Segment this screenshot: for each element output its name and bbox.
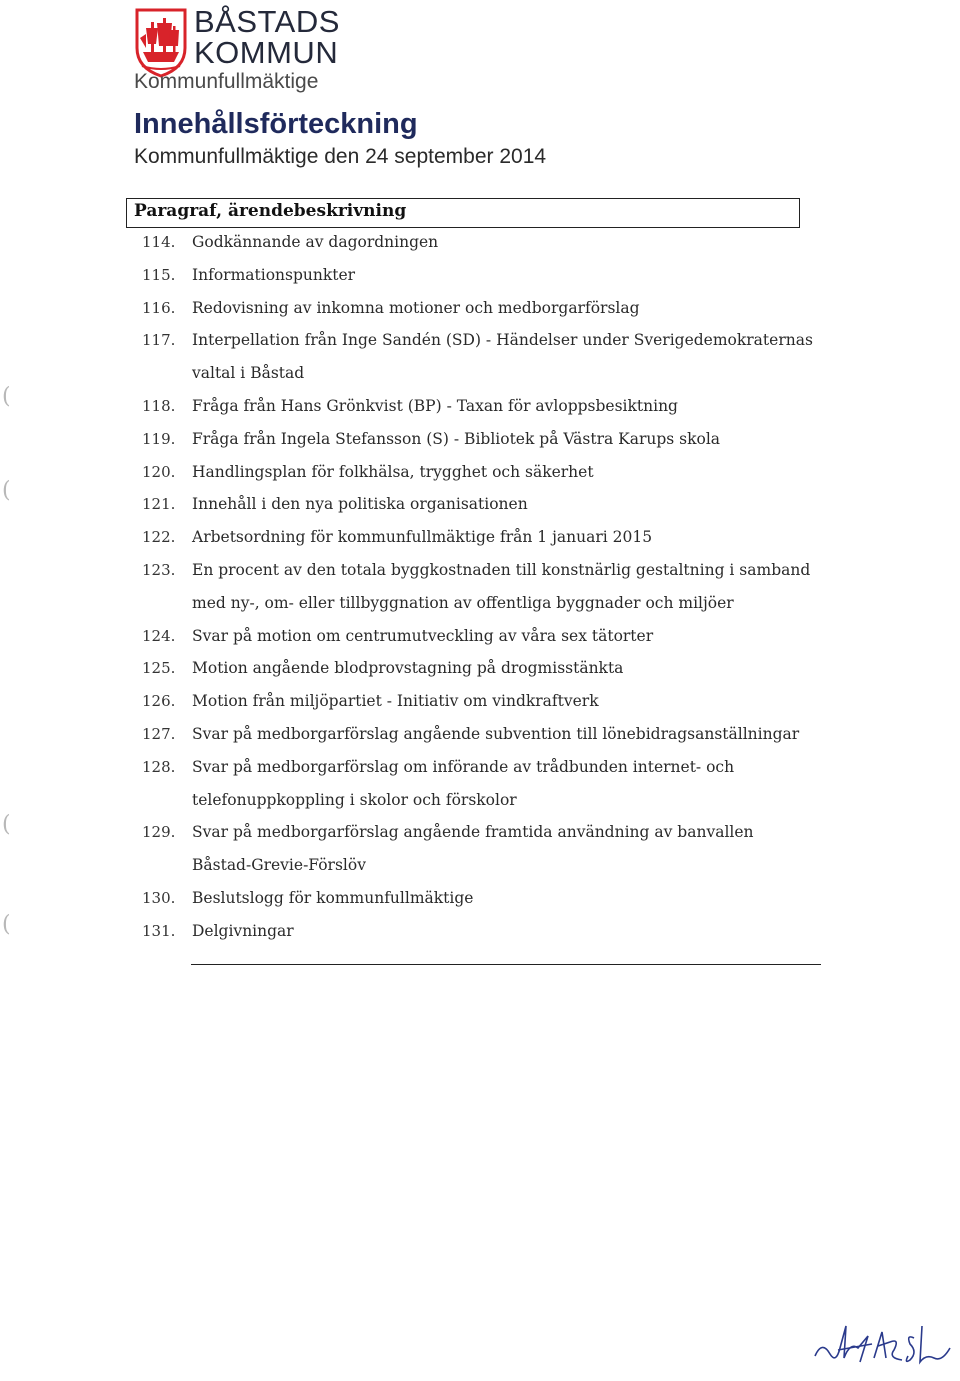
agenda-item-number: 131. <box>142 921 176 940</box>
agenda-item-text: Fråga från Ingela Stefansson (S) - Bibliotek på Västra Karups skola <box>192 429 721 448</box>
agenda-item-text: Motion från miljöpartiet - Initiativ om vindkraftverk <box>192 692 599 711</box>
handwritten-signature <box>810 1318 955 1373</box>
agenda-item-text: Innehåll i den nya politiska organisationen <box>192 495 528 514</box>
table-header <box>126 198 800 228</box>
agenda-item-number: 118. <box>142 397 176 415</box>
agenda-item-number: 128. <box>142 757 176 776</box>
agenda-item-text: med ny-, om- eller tillbyggnation av offentliga byggnader och miljöer <box>192 593 734 612</box>
agenda-item-text: valtal i Båstad <box>192 364 305 383</box>
end-divider <box>191 964 821 965</box>
agenda-item-number: 130. <box>142 889 176 907</box>
agenda-item-text: Interpellation från Inge Sandén (SD) - Händelser under Sverigedemokraternas <box>192 331 813 350</box>
agenda-item-number: 125. <box>142 659 176 678</box>
agenda-item-number: 126. <box>142 692 176 711</box>
agenda-item-number: 121. <box>142 495 176 514</box>
agenda-item-number: 123. <box>142 561 176 579</box>
punch-hole-mark: ( <box>2 384 11 409</box>
agenda-item-text: Informationspunkter <box>192 265 356 284</box>
table-header-label: Paragraf, ärendebeskrivning <box>134 201 407 221</box>
agenda-item-number: 127. <box>142 725 176 743</box>
agenda-item-text: Godkännande av dagordningen <box>192 233 439 251</box>
agenda-item-number: 117. <box>142 331 176 350</box>
agenda-item-text: telefonuppkoppling i skolor och förskolor <box>192 790 517 809</box>
agenda-item-text: Svar på medborgarförslag angående framtida användning av banvallen <box>192 823 754 842</box>
org-name-line2: KOMMUN <box>194 35 339 70</box>
agenda-item-text: Motion angående blodprovstagning på drogmisstänkta <box>192 659 624 678</box>
agenda-item-text: En procent av den totala byggkostnaden till konstnärlig gestaltning i samband <box>192 561 811 579</box>
agenda-item-text: Handlingsplan för folkhälsa, trygghet och säkerhet <box>192 462 594 481</box>
punch-hole-mark: ( <box>2 812 11 837</box>
agenda-item-number: 115. <box>142 265 176 284</box>
agenda-item-number: 116. <box>142 298 176 317</box>
agenda-item-number: 120. <box>142 462 176 481</box>
page-title: Innehållsförteckning <box>134 108 418 140</box>
punch-hole-mark: ( <box>2 912 11 937</box>
agenda-item-number: 124. <box>142 626 176 645</box>
punch-hole-mark: ( <box>2 478 11 503</box>
agenda-item-text: Fråga från Hans Grönkvist (BP) - Taxan för avloppsbesiktning <box>192 397 678 415</box>
org-subtitle: Kommunfullmäktige <box>134 70 319 93</box>
agenda-item-text: Delgivningar <box>192 921 294 940</box>
agenda-item-text: Båstad-Grevie-Förslöv <box>192 856 366 875</box>
org-name-line1: BÅSTADS <box>194 4 340 39</box>
agenda-item-text: Svar på medborgarförslag angående subvention till lönebidragsanställningar <box>192 725 800 743</box>
agenda-item-text: Svar på medborgarförslag om införande av trådbunden internet- och <box>192 757 735 776</box>
page-subtitle: Kommunfullmäktige den 24 september 2014 <box>134 145 547 168</box>
agenda-item-text: Redovisning av inkomna motioner och medborgarförslag <box>192 298 640 317</box>
agenda-item-text: Arbetsordning för kommunfullmäktige från 1 januari 2015 <box>192 528 653 547</box>
agenda-item-text: Svar på motion om centrumutveckling av våra sex tätorter <box>192 626 654 645</box>
agenda-item-number: 119. <box>142 429 176 448</box>
agenda-item-number: 129. <box>142 823 176 842</box>
agenda-item-number: 114. <box>142 233 176 251</box>
agenda-item-number: 122. <box>142 528 176 547</box>
agenda-item-text: Beslutslogg för kommunfullmäktige <box>192 889 474 907</box>
municipality-crest-icon <box>134 8 188 78</box>
